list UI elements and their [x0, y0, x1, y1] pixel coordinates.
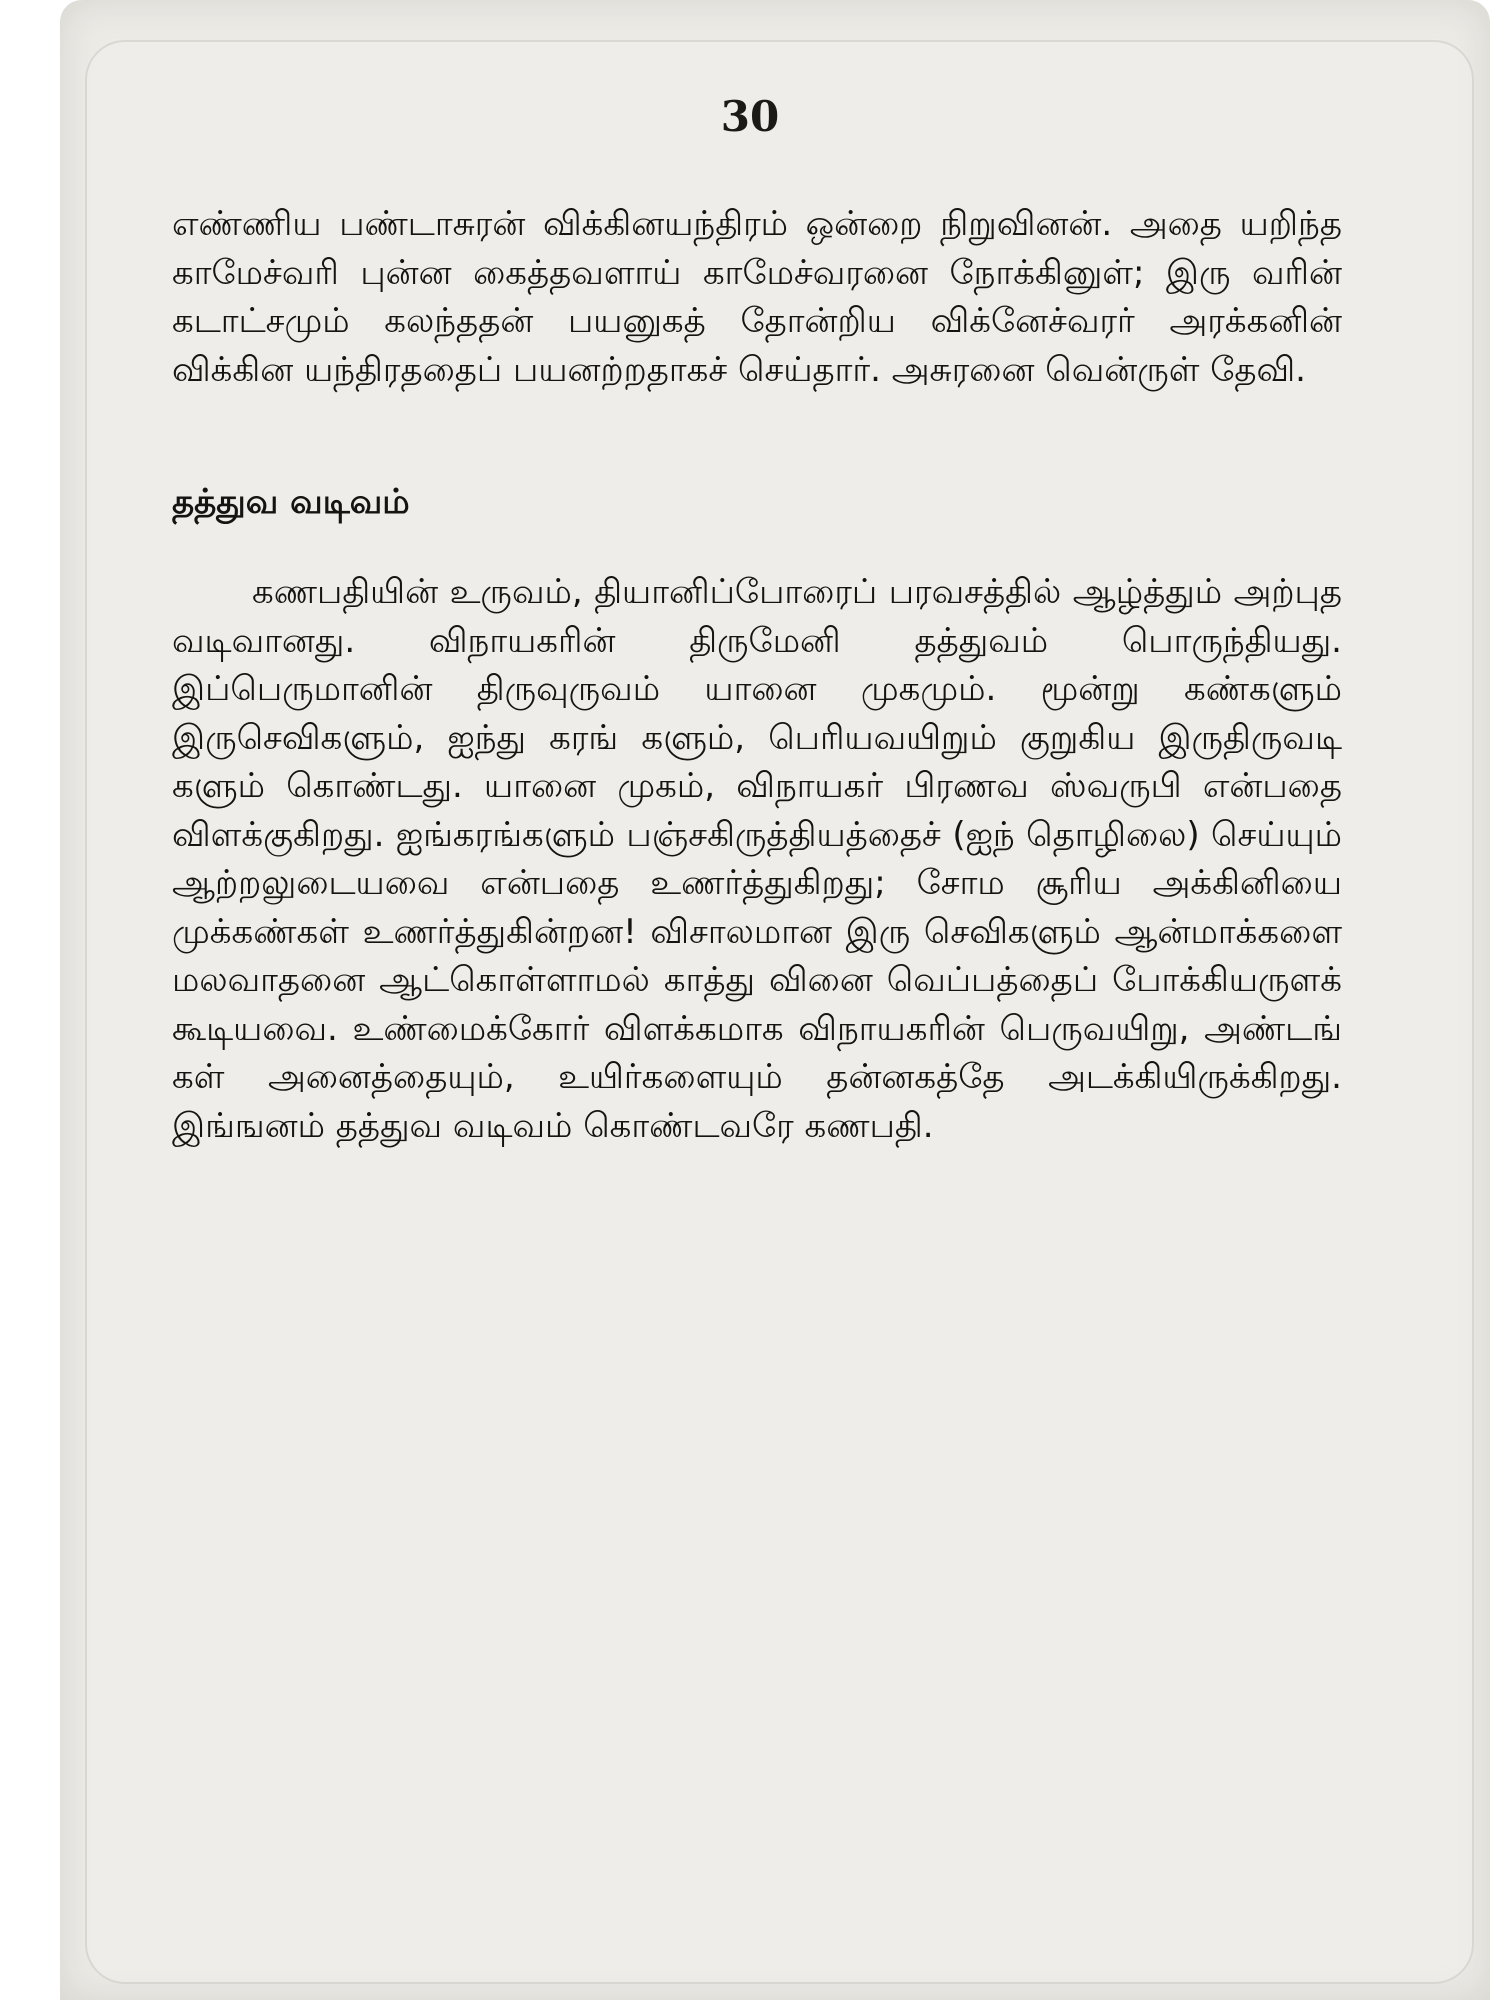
page-body	[172, 200, 1342, 1150]
paragraph-2: கணபதியின் உருவம், தியானிப்போரைப் பரவசத்தில் ஆழ்த்தும் அற்புத வடிவானது. விநாயகரின் திருமேனி தத்துவம் பொருந்தியது. இப்பெருமானின் திருவுருவம் யானை முகமும். மூன்று கண்களும் இருசெவிகளும், ஐந்து கரங் களும், பெரியவயிறும் குறுகிய இருதிருவடி களும் கொண்டது. யானை முகம், விநாயகர் பிரணவ ஸ்வருபி என்பதை விளக்குகிறது. ஐங்கரங்களும் பஞ்சகிருத்தியத்தைச் (ஐந் தொழிலை) செய்யும் ஆற்றலுடையவை என்பதை உணர்த்துகிறது; சோம சூரிய அக்கினியை முக்கண்கள் உணர்த்துகின்றன! விசாலமான இரு செவிகளும் ஆன்மாக்களை மலவாதனை ஆட்கொள்ளாமல் காத்து வினை வெப்பத்தைப் போக்கியருளக் கூடியவை. உண்மைக்கோர் விளக்கமாக விநாயகரின் பெருவயிறு, அண்டங் கள் அனைத்தையும், உயிர்களையும் தன்னகத்தே அடக்கியிருக்கிறது. இங்ஙனம் தத்துவ வடிவம் கொண்டவரே கணபதி.	[172, 572, 1342, 1146]
page-number: 30	[720, 92, 780, 141]
section-heading: தத்துவ வடிவம்	[172, 482, 410, 522]
paragraph-1: எண்ணிய பண்டாசுரன் விக்கினயந்திரம் ஒன்றை நிறுவினன். அதை யறிந்த காமேச்வரி புன்ன கைத்தவளாய் காமேச்வரனை நோக்கினுள்; இரு வரின் கடாட்சமும் கலந்ததன் பயனுகத் தோன்றிய விக்னேச்வரர் அரக்கனின் விக்கின யந்திரததைப் பயனற்றதாகச் செய்தார். அசுரனை வென்ருள் தேவி.	[172, 204, 1342, 390]
